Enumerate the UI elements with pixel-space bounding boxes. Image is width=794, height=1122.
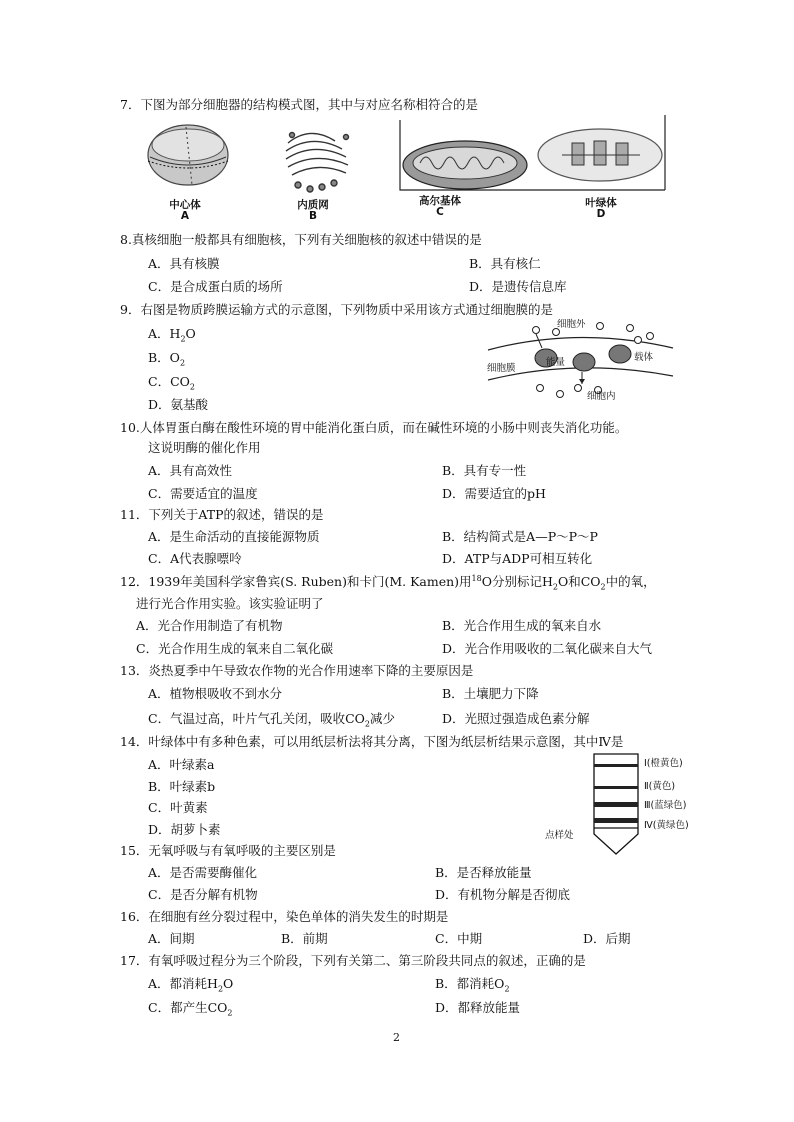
q8-stem: 8.真核细胞一般都具有细胞核，下列有关细胞核的叙述中错误的是 bbox=[120, 232, 482, 247]
q17-option-b[interactable]: B．都消耗$O_2$ bbox=[435, 976, 510, 994]
diagram-outside-label: 细胞外 bbox=[557, 319, 586, 330]
chromatography-strip bbox=[592, 752, 644, 858]
organelle-d-caption: 叶绿体 D bbox=[585, 197, 617, 220]
q15-option-a[interactable]: A．是否需要酶催化 bbox=[148, 865, 258, 880]
organelle-d-image bbox=[538, 115, 665, 190]
band-1 bbox=[594, 764, 638, 767]
band-3 bbox=[594, 802, 638, 807]
q12-option-b[interactable]: B．光合作用生成的氧来自水 bbox=[442, 618, 602, 633]
band-3-label: Ⅲ(蓝绿色) bbox=[644, 800, 687, 811]
q10-option-d[interactable]: D．需要适宜的pH bbox=[442, 486, 546, 501]
q12-option-d[interactable]: D．光合作用吸收的二氧化碳来自大气 bbox=[442, 641, 653, 656]
q15-option-b[interactable]: B．是否释放能量 bbox=[435, 865, 532, 880]
q9-stem: 9．右图是物质跨膜运输方式的示意图，下列物质中采用该方式通过细胞膜的是 bbox=[120, 302, 553, 317]
q14-option-c[interactable]: C．叶黄素 bbox=[148, 800, 208, 815]
q11-stem: 11．下列关于ATP的叙述，错误的是 bbox=[120, 507, 324, 522]
q13-option-b[interactable]: B．土壤肥力下降 bbox=[442, 686, 539, 701]
q17-option-c[interactable]: C．都产生$CO_2$ bbox=[148, 1000, 233, 1018]
q8-option-b[interactable]: B．具有核仁 bbox=[469, 256, 541, 271]
q16-option-d[interactable]: D．后期 bbox=[583, 931, 631, 946]
band-4 bbox=[594, 818, 638, 823]
q10-option-c[interactable]: C．需要适宜的温度 bbox=[148, 486, 258, 501]
q11-option-a[interactable]: A．是生命活动的直接能源物质 bbox=[148, 529, 320, 544]
q10-option-a[interactable]: A．具有高效性 bbox=[148, 463, 233, 478]
band-4-label: Ⅳ(黄绿色) bbox=[644, 820, 689, 831]
organelle-b-image bbox=[286, 133, 349, 193]
q11-option-b[interactable]: B．结构简式是A—P～P～P bbox=[442, 529, 598, 544]
q17-option-a[interactable]: A．都消耗$H_2O$ bbox=[148, 976, 234, 994]
q8-option-a[interactable]: A．具有核膜 bbox=[148, 256, 220, 271]
q15-stem: 15．无氧呼吸与有氧呼吸的主要区别是 bbox=[120, 843, 336, 858]
q8-option-d[interactable]: D．是遗传信息库 bbox=[469, 279, 567, 294]
diagram-energy-label: 能量 bbox=[546, 357, 566, 368]
band-1-label: Ⅰ(橙黄色) bbox=[644, 758, 683, 769]
q16-stem: 16．在细胞有丝分裂过程中，染色单体的消失发生的时期是 bbox=[120, 909, 449, 924]
q17-option-d[interactable]: D．都释放能量 bbox=[435, 1000, 521, 1015]
q13-option-c[interactable]: C．气温过高，叶片气孔关闭，吸收$CO_2$减少 bbox=[148, 711, 395, 729]
q11-option-d[interactable]: D．ATP与ADP可相互转化 bbox=[442, 551, 593, 566]
q13-option-d[interactable]: D．光照过强造成色素分解 bbox=[442, 711, 590, 726]
q12-option-c[interactable]: C．光合作用生成的氧来自二氧化碳 bbox=[136, 641, 334, 656]
q10-option-b[interactable]: B．具有专一性 bbox=[442, 463, 527, 478]
q10-stem-line1: 10.人体胃蛋白酶在酸性环境的胃中能消化蛋白质，而在碱性环境的小肠中则丧失消化功能。 bbox=[120, 420, 628, 435]
q12-option-a[interactable]: A．光合作用制造了有机物 bbox=[136, 618, 283, 633]
q9-option-c[interactable]: C．$CO_2$ bbox=[148, 374, 195, 392]
band-2 bbox=[594, 786, 638, 789]
q12-stem-line2: 进行光合作用实验。该实验证明了 bbox=[136, 596, 324, 611]
q11-option-c[interactable]: C．A代表腺嘌呤 bbox=[148, 551, 242, 566]
q15-option-d[interactable]: D．有机物分解是否彻底 bbox=[435, 887, 571, 902]
q14-stem: 14．叶绿体中有多种色素，可以用纸层析法将其分离，下图为纸层析结果示意图，其中Ⅳ是 bbox=[120, 734, 624, 749]
q16-option-b[interactable]: B．前期 bbox=[281, 931, 328, 946]
q7-stem: 7．下图为部分细胞器的结构模式图，其中与对应名称相符合的是 bbox=[120, 97, 478, 112]
page-number: 2 bbox=[393, 1031, 400, 1044]
q14-option-b[interactable]: B．叶绿素b bbox=[148, 779, 216, 794]
q9-option-d[interactable]: D．氨基酸 bbox=[148, 397, 209, 412]
organelle-b-caption: 内质网 B bbox=[297, 199, 329, 222]
q16-option-c[interactable]: C．中期 bbox=[435, 931, 483, 946]
organelle-c-caption: 高尔基体 C bbox=[419, 195, 461, 218]
q9-option-b[interactable]: B．$O_2$ bbox=[148, 350, 186, 368]
organelle-a-image bbox=[148, 125, 228, 185]
q9-option-a[interactable]: A．$H_2O$ bbox=[148, 326, 196, 344]
diagram-membrane-label: 细胞膜 bbox=[487, 363, 516, 374]
spot-label: 点样处 bbox=[545, 830, 574, 841]
q17-stem: 17．有氧呼吸过程分为三个阶段，下列有关第二、第三阶段共同点的叙述，正确的是 bbox=[120, 953, 586, 968]
organelle-a-caption: 中心体 A bbox=[169, 199, 201, 222]
q14-option-d[interactable]: D．胡萝卜素 bbox=[148, 822, 221, 837]
band-2-label: Ⅱ(黄色) bbox=[644, 781, 676, 792]
diagram-carrier-label: 载体 bbox=[634, 352, 654, 363]
q12-stem-line1: 12．1939年美国科学家鲁宾(S. Ruben)和卡门(M. Kamen)用$^{18}$O分别标记$H_2O$和$CO_2$中的氧， bbox=[120, 573, 656, 592]
q10-stem-line2: 这说明酶的催化作用 bbox=[148, 440, 261, 455]
q15-option-c[interactable]: C．是否分解有机物 bbox=[148, 887, 258, 902]
q13-option-a[interactable]: A．植物根吸收不到水分 bbox=[148, 686, 283, 701]
q14-option-a[interactable]: A．叶绿素a bbox=[148, 757, 215, 772]
q16-option-a[interactable]: A．间期 bbox=[148, 931, 195, 946]
q8-option-c[interactable]: C．是合成蛋白质的场所 bbox=[148, 279, 283, 294]
diagram-inside-label: 细胞内 bbox=[587, 391, 616, 402]
q13-stem: 13．炎热夏季中午导致农作物的光合作用速率下降的主要原因是 bbox=[120, 663, 474, 678]
